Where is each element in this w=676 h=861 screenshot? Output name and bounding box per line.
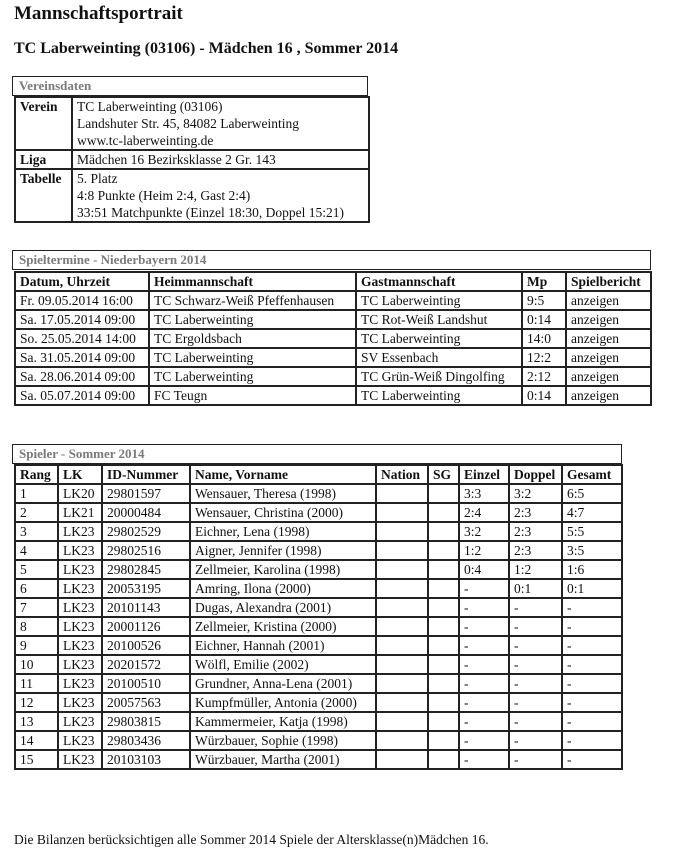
player-sg <box>428 636 459 655</box>
match-report-link[interactable]: anzeigen <box>571 293 619 308</box>
player-nation <box>376 522 428 541</box>
match-home-team: TC Schwarz-Weiß Pfeffenhausen <box>149 291 356 310</box>
player-id: 20100526 <box>102 636 190 655</box>
spieler-col-header: Nation <box>376 465 428 484</box>
spieler-header-row <box>15 465 622 484</box>
player-rank: 7 <box>15 598 58 617</box>
vereinsdaten-line: 33:51 Matchpunkte (Einzel 18:30, Doppel 15:21) <box>77 205 344 220</box>
player-nation <box>376 655 428 674</box>
club-website-link[interactable]: www.tc-laberweinting.de <box>77 133 214 148</box>
player-total: 0:1 <box>562 579 622 598</box>
match-guest-team: TC Rot-Weiß Landshut <box>356 310 522 329</box>
player-name: Würzbauer, Sophie (1998) <box>190 731 376 750</box>
player-singles: - <box>459 636 509 655</box>
player-lk: LK23 <box>58 674 102 693</box>
spieltermine-col-header: Mp <box>522 272 566 291</box>
player-total: - <box>562 693 622 712</box>
player-row <box>15 617 622 636</box>
player-doubles: - <box>509 598 562 617</box>
player-rank: 4 <box>15 541 58 560</box>
player-id: 29803815 <box>102 712 190 731</box>
player-singles: - <box>459 579 509 598</box>
player-lk: LK21 <box>58 503 102 522</box>
player-rank: 6 <box>15 579 58 598</box>
player-lk: LK23 <box>58 655 102 674</box>
spieler-col-header: LK <box>58 465 102 484</box>
player-name: Aigner, Jennifer (1998) <box>190 541 376 560</box>
match-guest-team: SV Essenbach <box>356 348 522 367</box>
player-doubles: - <box>509 655 562 674</box>
player-lk: LK23 <box>58 636 102 655</box>
vereinsdaten-label: Liga <box>15 150 72 169</box>
player-id: 20057563 <box>102 693 190 712</box>
player-row <box>15 579 622 598</box>
player-singles: - <box>459 712 509 731</box>
player-rank: 14 <box>15 731 58 750</box>
match-date: Fr. 09.05.2014 16:00 <box>15 291 149 310</box>
player-row <box>15 655 622 674</box>
player-row <box>15 750 622 769</box>
player-row <box>15 503 622 522</box>
vereinsdaten-line: Landshuter Str. 45, 84082 Laberweinting <box>77 116 299 131</box>
match-row <box>15 291 651 310</box>
player-row <box>15 522 622 541</box>
player-id: 20103103 <box>102 750 190 769</box>
spieltermine-col-header: Datum, Uhrzeit <box>15 272 149 291</box>
player-sg <box>428 598 459 617</box>
player-name: Wensauer, Theresa (1998) <box>190 484 376 503</box>
match-home-team: FC Teugn <box>149 386 356 405</box>
player-singles: - <box>459 617 509 636</box>
spieler-col-header: Name, Vorname <box>190 465 376 484</box>
spieltermine-caption: Spieltermine - Niederbayern 2014 <box>12 250 651 270</box>
spieltermine-col-header: Heimmannschaft <box>149 272 356 291</box>
player-total: - <box>562 674 622 693</box>
player-name: Dugas, Alexandra (2001) <box>190 598 376 617</box>
player-singles: - <box>459 598 509 617</box>
player-doubles: 1:2 <box>509 560 562 579</box>
player-rank: 5 <box>15 560 58 579</box>
player-id: 29802516 <box>102 541 190 560</box>
spieler-caption: Spieler - Sommer 2014 <box>12 444 622 464</box>
player-rank: 11 <box>15 674 58 693</box>
vereinsdaten-line: 4:8 Punkte (Heim 2:4, Gast 2:4) <box>77 188 251 203</box>
vereinsdaten-table <box>14 96 370 223</box>
vereinsdaten-label: Tabelle <box>15 169 72 222</box>
player-rank: 12 <box>15 693 58 712</box>
player-sg <box>428 617 459 636</box>
player-nation <box>376 617 428 636</box>
spieltermine-table <box>14 271 652 406</box>
match-points: 0:14 <box>522 386 566 405</box>
player-rank: 8 <box>15 617 58 636</box>
player-singles: - <box>459 750 509 769</box>
player-sg <box>428 712 459 731</box>
match-report-cell <box>566 367 651 386</box>
match-date: Sa. 05.07.2014 09:00 <box>15 386 149 405</box>
player-row <box>15 712 622 731</box>
player-singles: - <box>459 731 509 750</box>
match-report-link[interactable]: anzeigen <box>571 350 619 365</box>
player-id: 29801597 <box>102 484 190 503</box>
player-nation <box>376 693 428 712</box>
match-points: 9:5 <box>522 291 566 310</box>
match-home-team: TC Laberweinting <box>149 367 356 386</box>
match-home-team: TC Laberweinting <box>149 348 356 367</box>
player-id: 20001126 <box>102 617 190 636</box>
player-name: Eichner, Hannah (2001) <box>190 636 376 655</box>
match-points: 14:0 <box>522 329 566 348</box>
player-total: - <box>562 655 622 674</box>
player-doubles: 2:3 <box>509 541 562 560</box>
player-name: Würzbauer, Martha (2001) <box>190 750 376 769</box>
spieler-col-header: SG <box>428 465 459 484</box>
player-total: - <box>562 712 622 731</box>
vereinsdaten-line: Mädchen 16 Bezirksklasse 2 Gr. 143 <box>77 152 276 167</box>
player-rank: 1 <box>15 484 58 503</box>
player-singles: 1:2 <box>459 541 509 560</box>
player-total: 6:5 <box>562 484 622 503</box>
match-report-cell <box>566 386 651 405</box>
player-name: Eichner, Lena (1998) <box>190 522 376 541</box>
player-total: - <box>562 750 622 769</box>
player-id: 20053195 <box>102 579 190 598</box>
spieltermine-col-header: Spielbericht <box>566 272 651 291</box>
player-singles: 3:2 <box>459 522 509 541</box>
player-name: Kammermeier, Katja (1998) <box>190 712 376 731</box>
match-report-link[interactable]: anzeigen <box>571 388 619 403</box>
player-rank: 9 <box>15 636 58 655</box>
vereinsdaten-row-verein <box>15 97 369 150</box>
team-subtitle: TC Laberweinting (03106) - Mädchen 16 , Sommer 2014 <box>14 40 399 57</box>
player-sg <box>428 693 459 712</box>
player-nation <box>376 484 428 503</box>
spieler-col-header: Rang <box>15 465 58 484</box>
player-nation <box>376 560 428 579</box>
player-sg <box>428 541 459 560</box>
player-id: 20101143 <box>102 598 190 617</box>
player-lk: LK23 <box>58 731 102 750</box>
vereinsdaten-row-tabelle <box>15 169 369 222</box>
player-sg <box>428 655 459 674</box>
footer-note: Die Bilanzen berücksichtigen alle Sommer 2014 Spiele der Altersklasse(n)Mädchen 16. <box>14 832 489 847</box>
spieltermine-header-row <box>15 272 651 291</box>
player-sg <box>428 750 459 769</box>
player-id: 29802529 <box>102 522 190 541</box>
player-doubles: - <box>509 636 562 655</box>
player-nation <box>376 579 428 598</box>
player-id: 29802845 <box>102 560 190 579</box>
player-singles: - <box>459 693 509 712</box>
player-id: 20201572 <box>102 655 190 674</box>
player-nation <box>376 636 428 655</box>
player-nation <box>376 750 428 769</box>
player-row <box>15 674 622 693</box>
match-date: Sa. 31.05.2014 09:00 <box>15 348 149 367</box>
player-lk: LK23 <box>58 617 102 636</box>
player-row <box>15 693 622 712</box>
player-lk: LK23 <box>58 579 102 598</box>
player-doubles: - <box>509 617 562 636</box>
player-singles: 3:3 <box>459 484 509 503</box>
player-name: Kumpfmüller, Antonia (2000) <box>190 693 376 712</box>
match-points: 12:2 <box>522 348 566 367</box>
player-nation <box>376 731 428 750</box>
player-doubles: - <box>509 693 562 712</box>
player-singles: 0:4 <box>459 560 509 579</box>
player-rank: 10 <box>15 655 58 674</box>
match-report-cell <box>566 348 651 367</box>
player-total: 5:5 <box>562 522 622 541</box>
player-doubles: - <box>509 712 562 731</box>
spieltermine-col-header: Gastmannschaft <box>356 272 522 291</box>
match-report-link[interactable]: anzeigen <box>571 331 619 346</box>
player-rank: 2 <box>15 503 58 522</box>
player-total: - <box>562 617 622 636</box>
match-guest-team: TC Laberweinting <box>356 386 522 405</box>
player-rank: 13 <box>15 712 58 731</box>
player-lk: LK23 <box>58 693 102 712</box>
player-rank: 3 <box>15 522 58 541</box>
match-guest-team: TC Laberweinting <box>356 329 522 348</box>
spieler-col-header: Doppel <box>509 465 562 484</box>
player-total: 3:5 <box>562 541 622 560</box>
match-home-team: TC Laberweinting <box>149 310 356 329</box>
player-lk: LK23 <box>58 598 102 617</box>
player-sg <box>428 674 459 693</box>
player-doubles: 3:2 <box>509 484 562 503</box>
player-lk: LK23 <box>58 522 102 541</box>
match-points: 2:12 <box>522 367 566 386</box>
player-row <box>15 598 622 617</box>
player-doubles: 2:3 <box>509 522 562 541</box>
match-guest-team: TC Grün-Weiß Dingolfing <box>356 367 522 386</box>
player-doubles: - <box>509 731 562 750</box>
player-lk: LK23 <box>58 541 102 560</box>
player-doubles: - <box>509 674 562 693</box>
player-doubles: 0:1 <box>509 579 562 598</box>
player-nation <box>376 503 428 522</box>
spieler-table <box>14 464 623 770</box>
match-date: Sa. 17.05.2014 09:00 <box>15 310 149 329</box>
player-id: 29803436 <box>102 731 190 750</box>
player-total: 4:7 <box>562 503 622 522</box>
player-lk: LK23 <box>58 560 102 579</box>
spieler-col-header: ID-Nummer <box>102 465 190 484</box>
player-doubles: 2:3 <box>509 503 562 522</box>
match-report-cell <box>566 291 651 310</box>
player-sg <box>428 579 459 598</box>
player-doubles: - <box>509 750 562 769</box>
vereinsdaten-row-liga <box>15 150 369 169</box>
player-row <box>15 484 622 503</box>
vereinsdaten-line: 5. Platz <box>77 171 118 186</box>
player-nation <box>376 712 428 731</box>
player-name: Zellmeier, Karolina (1998) <box>190 560 376 579</box>
player-sg <box>428 484 459 503</box>
player-id: 20100510 <box>102 674 190 693</box>
vereinsdaten-value <box>72 97 369 150</box>
player-id: 20000484 <box>102 503 190 522</box>
match-report-link[interactable]: anzeigen <box>571 369 619 384</box>
match-row <box>15 386 651 405</box>
player-total: - <box>562 598 622 617</box>
match-row <box>15 348 651 367</box>
player-sg <box>428 731 459 750</box>
player-row <box>15 636 622 655</box>
player-sg <box>428 560 459 579</box>
player-sg <box>428 522 459 541</box>
vereinsdaten-value <box>72 150 369 169</box>
vereinsdaten-line: TC Laberweinting (03106) <box>77 99 223 114</box>
spieler-col-header: Gesamt <box>562 465 622 484</box>
player-nation <box>376 598 428 617</box>
player-rank: 15 <box>15 750 58 769</box>
player-nation <box>376 541 428 560</box>
match-row <box>15 310 651 329</box>
player-singles: - <box>459 674 509 693</box>
player-total: - <box>562 636 622 655</box>
match-report-cell <box>566 310 651 329</box>
vereinsdaten-caption: Vereinsdaten <box>12 76 368 96</box>
vereinsdaten-value <box>72 169 369 222</box>
player-row <box>15 731 622 750</box>
player-lk: LK23 <box>58 712 102 731</box>
player-sg <box>428 503 459 522</box>
match-row <box>15 367 651 386</box>
match-guest-team: TC Laberweinting <box>356 291 522 310</box>
page-title: Mannschaftsportrait <box>14 3 183 24</box>
player-lk: LK23 <box>58 750 102 769</box>
match-points: 0:14 <box>522 310 566 329</box>
player-row <box>15 560 622 579</box>
player-total: - <box>562 731 622 750</box>
match-row <box>15 329 651 348</box>
player-name: Wensauer, Christina (2000) <box>190 503 376 522</box>
spieler-col-header: Einzel <box>459 465 509 484</box>
player-total: 1:6 <box>562 560 622 579</box>
player-name: Amring, Ilona (2000) <box>190 579 376 598</box>
player-name: Wölfl, Emilie (2002) <box>190 655 376 674</box>
player-name: Grundner, Anna-Lena (2001) <box>190 674 376 693</box>
player-nation <box>376 674 428 693</box>
player-name: Zellmeier, Kristina (2000) <box>190 617 376 636</box>
player-singles: - <box>459 655 509 674</box>
match-date: So. 25.05.2014 14:00 <box>15 329 149 348</box>
match-home-team: TC Ergoldsbach <box>149 329 356 348</box>
vereinsdaten-label: Verein <box>15 97 72 150</box>
player-singles: 2:4 <box>459 503 509 522</box>
match-date: Sa. 28.06.2014 09:00 <box>15 367 149 386</box>
player-row <box>15 541 622 560</box>
match-report-cell <box>566 329 651 348</box>
match-report-link[interactable]: anzeigen <box>571 312 619 327</box>
player-lk: LK20 <box>58 484 102 503</box>
